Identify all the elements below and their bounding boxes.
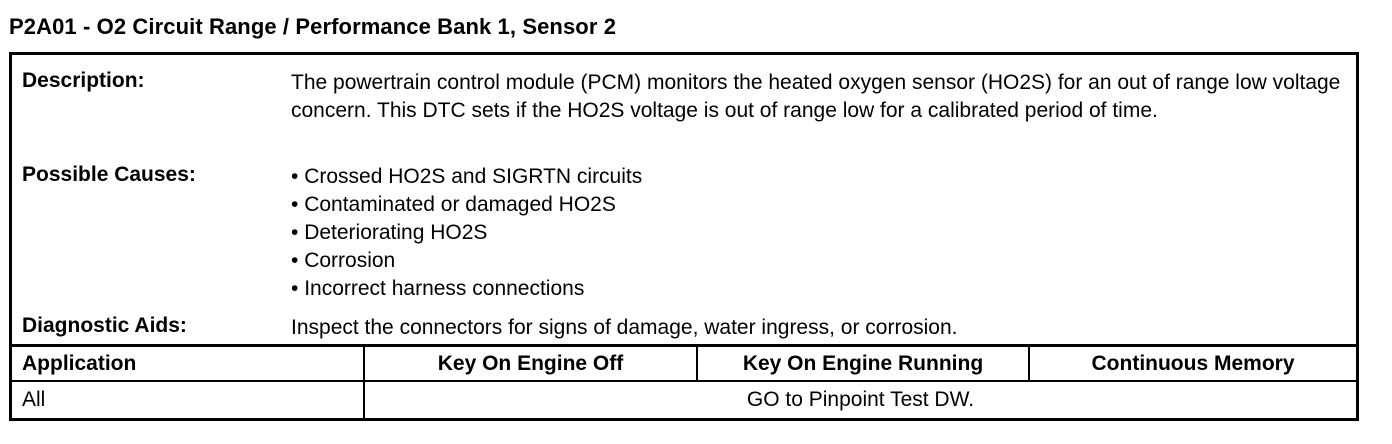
- diagnostic-aids-text: Inspect the connectors for signs of damage, water ingress, or corrosion.: [291, 316, 958, 339]
- possible-causes-label: Possible Causes:: [22, 163, 196, 186]
- application-value: All: [22, 388, 46, 411]
- diagnostic-aids-label: Diagnostic Aids:: [22, 314, 187, 337]
- page-title: P2A01 - O2 Circuit Range / Performance Bank 1, Sensor 2: [9, 14, 617, 39]
- cause-item: • Crossed HO2S and SIGRTN circuits: [291, 163, 642, 191]
- header-key-on-engine-running: Key On Engine Running: [742, 352, 984, 375]
- table-top-divider: [12, 344, 1356, 347]
- description-text: The powertrain control module (PCM) monitors the heated oxygen sensor (HO2S) for an out of range low voltage concern. This DTC sets if the HO2S voltage is out of range low for a calibrated period of time.: [291, 71, 1341, 122]
- cause-item: • Incorrect harness connections: [291, 275, 642, 303]
- description-label: Description:: [22, 69, 145, 92]
- cause-item: • Contaminated or damaged HO2S: [291, 191, 642, 219]
- header-key-on-engine-off: Key On Engine Off: [437, 352, 624, 375]
- cause-item: • Corrosion: [291, 247, 642, 275]
- dtc-info-box: [9, 52, 1359, 421]
- possible-causes-list: [291, 163, 642, 303]
- header-continuous-memory: Continuous Memory: [1091, 352, 1295, 375]
- table-header-divider: [12, 380, 1356, 382]
- cause-item: • Deteriorating HO2S: [291, 219, 642, 247]
- pinpoint-test-action: GO to Pinpoint Test DW.: [746, 388, 975, 411]
- header-application: Application: [22, 352, 137, 375]
